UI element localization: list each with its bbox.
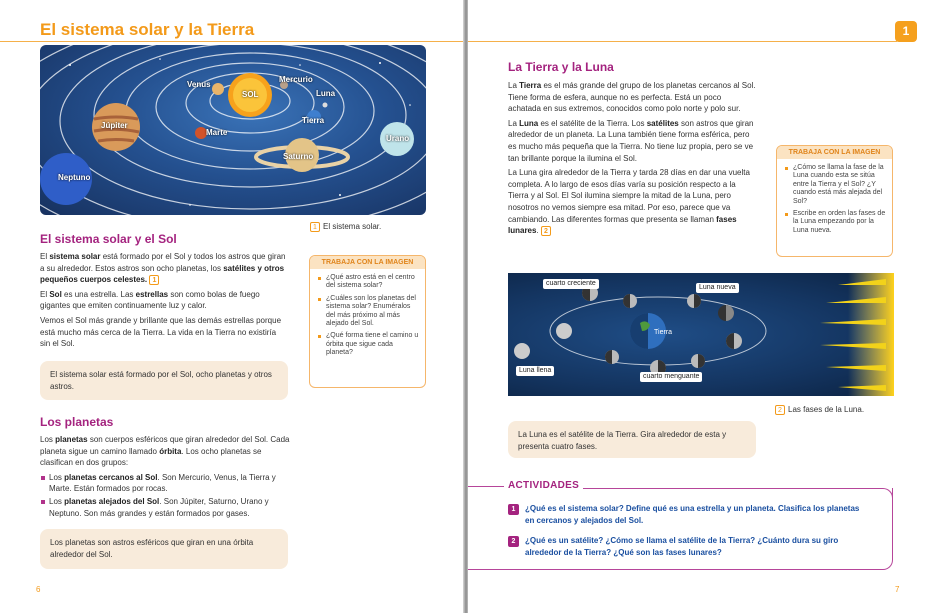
work-question: ¿Qué astro está en el centro del sistema solar? <box>318 274 419 291</box>
work-with-image-box <box>776 145 893 257</box>
work-question: ¿Qué forma tiene el camino u órbita que sigue cada planeta? <box>318 332 419 357</box>
planet-groups-list <box>40 472 292 519</box>
activity-number: 1 <box>508 504 519 515</box>
section-text-planets <box>40 434 292 520</box>
caption-number: 1 <box>310 222 320 232</box>
label-uranus: Urano <box>386 134 410 143</box>
label-jupiter: Júpiter <box>101 121 128 130</box>
work-question: Escribe en orden las fases de la Luna empezando por la Luna nueva. <box>785 210 886 235</box>
work-question: ¿Cómo se llama la fase de la Luna cuando esta se sitúa entre la Tierra y el Sol? ¿Y cuando está más alejada del Sol? <box>785 164 886 206</box>
label-earth: Tierra <box>302 116 325 125</box>
work-box-heading: TRABAJA CON LA IMAGEN <box>310 256 425 269</box>
sunlight-glow <box>848 273 894 396</box>
label-luna-nueva: Luna nueva <box>696 283 739 293</box>
paragraph: Vemos el Sol más grande y brillante que las demás estrellas porque está mucho más cerca de la Tierra. La vida en la Tierra no existiría sin el Sol. <box>40 315 282 349</box>
page-number: 6 <box>36 585 41 594</box>
paragraph: La Tierra es el más grande del grupo de los planetas cercanos al Sol. Tiene forma de esfera, aunque no es perfecta. Está un poco achatada en sus extremos, conocidos como polo norte y polo sur. <box>508 81 756 114</box>
solar-system-drawing <box>40 45 426 215</box>
section-heading-earth-moon: La Tierra y la Luna <box>508 60 614 74</box>
header-rule <box>468 41 897 42</box>
label-earth: Tierra <box>654 329 673 336</box>
section-heading-solar-system: El sistema solar y el Sol <box>40 232 177 246</box>
section-text-solar-system <box>40 251 288 353</box>
moon <box>323 103 328 108</box>
work-box-heading: TRABAJA CON LA IMAGEN <box>777 146 892 159</box>
paragraph: El Sol es una estrella. Las estrellas son como bolas de fuego gigantes que emiten continuamente luz y calor. <box>40 289 260 311</box>
label-neptune: Neptuno <box>58 173 91 182</box>
summary-box: La Luna es el satélite de la Tierra. Gira alrededor de esta y presenta cuatro fases. <box>508 421 756 458</box>
label-cuarto-creciente: cuarto creciente <box>543 279 599 289</box>
section-heading-planets: Los planetas <box>40 415 114 429</box>
chapter-number-badge: 1 <box>895 21 917 42</box>
caption-text: Las fases de la Luna. <box>788 405 865 415</box>
paragraph: El sistema solar está formado por el Sol y todos los astros que giran a su alrededor. Estos astros son ocho planetas, los satélites y otros pequeños cuerpos celestes. 1 <box>40 252 286 285</box>
list-item: Los planetas alejados del Sol. Son Júpiter, Saturno, Urano y Neptuno. Son más grandes y están formados por gases. <box>40 496 292 519</box>
moons <box>514 285 742 376</box>
activities-heading: ACTIVIDADES <box>508 480 580 491</box>
figure-reference: 1 <box>149 275 159 285</box>
left-page <box>0 0 465 613</box>
activity-item <box>508 503 868 526</box>
label-saturn: Saturno <box>283 152 314 161</box>
label-luna-llena: Luna llena <box>516 366 554 376</box>
label-mars: Marte <box>206 128 228 137</box>
label-cuarto-menguante: cuarto menguante <box>640 372 702 382</box>
work-question: ¿Cuáles son los planetas del sistema solar? Enuméralos del más próximo al más alejado del Sol. <box>318 295 419 329</box>
page-number: 7 <box>895 585 900 594</box>
paragraph: La Luna gira alrededor de la Tierra y tarda 28 días en dar una vuelta completa. A lo largo de esos días varía su posición respecto a la Tierra y al Sol. El Sol ilumina siempre la mitad de la Luna, pero nosotros no vemos siempre esa mitad. Por eso, parece que va cambiando. Las diferentes formas que presenta se llaman fases lunares. 2 <box>508 168 750 236</box>
list-item: Los planetas cercanos al Sol. Son Mercurio, Venus, la Tierra y Marte. Están formados por rocas. <box>40 472 292 495</box>
label-mercury: Mercurio <box>279 75 313 84</box>
label-sun: SOL <box>242 90 259 99</box>
paragraph: Los planetas son cuerpos esféricos que giran alrededor del Sol. Cada planeta sigue un camino llamado órbita. Los ocho planetas se clasifican en dos grupos: <box>40 435 290 468</box>
chapter-title: El sistema solar y la Tierra <box>40 20 255 39</box>
solar-image-caption <box>310 222 381 232</box>
activity-number: 2 <box>508 536 519 547</box>
activity-text: ¿Qué es un satélite? ¿Cómo se llama el satélite de la Tierra? ¿Cuánto dura su giro alrededor de la Tierra? ¿Qué son las fases lunares? <box>525 536 839 557</box>
venus <box>212 83 224 95</box>
header-rule <box>0 41 463 42</box>
figure-reference: 2 <box>541 226 551 236</box>
moon-phases-illustration <box>508 273 894 396</box>
summary-box: Los planetas son astros esféricos que giran en una órbita alrededor del Sol. <box>40 529 288 569</box>
right-page <box>468 0 935 613</box>
label-moon: Luna <box>316 89 336 98</box>
solar-system-illustration <box>40 45 426 215</box>
label-venus: Venus <box>187 80 211 89</box>
moon-image-caption <box>775 405 864 415</box>
work-with-image-box <box>309 255 426 388</box>
caption-number: 2 <box>775 405 785 415</box>
activity-item <box>508 535 868 558</box>
paragraph: La Luna es el satélite de la Tierra. Los satélites son astros que giran alrededor de un planeta. La Luna también tiene forma esférica, pero es mucho más pequeña que la Tierra. No tiene luz propia, pero se ve tan brillante porque la ilumina el Sol. <box>508 118 754 163</box>
caption-text: El sistema solar. <box>323 222 382 232</box>
section-text-earth-moon <box>508 80 756 240</box>
summary-box: El sistema solar está formado por el Sol, ocho planetas y otros astros. <box>40 361 288 400</box>
activities-rule <box>468 486 504 487</box>
activity-text: ¿Qué es el sistema solar? Define qué es una estrella y un planeta. Clasifica los planetas en cercanos y alejados del Sol. <box>525 504 860 525</box>
